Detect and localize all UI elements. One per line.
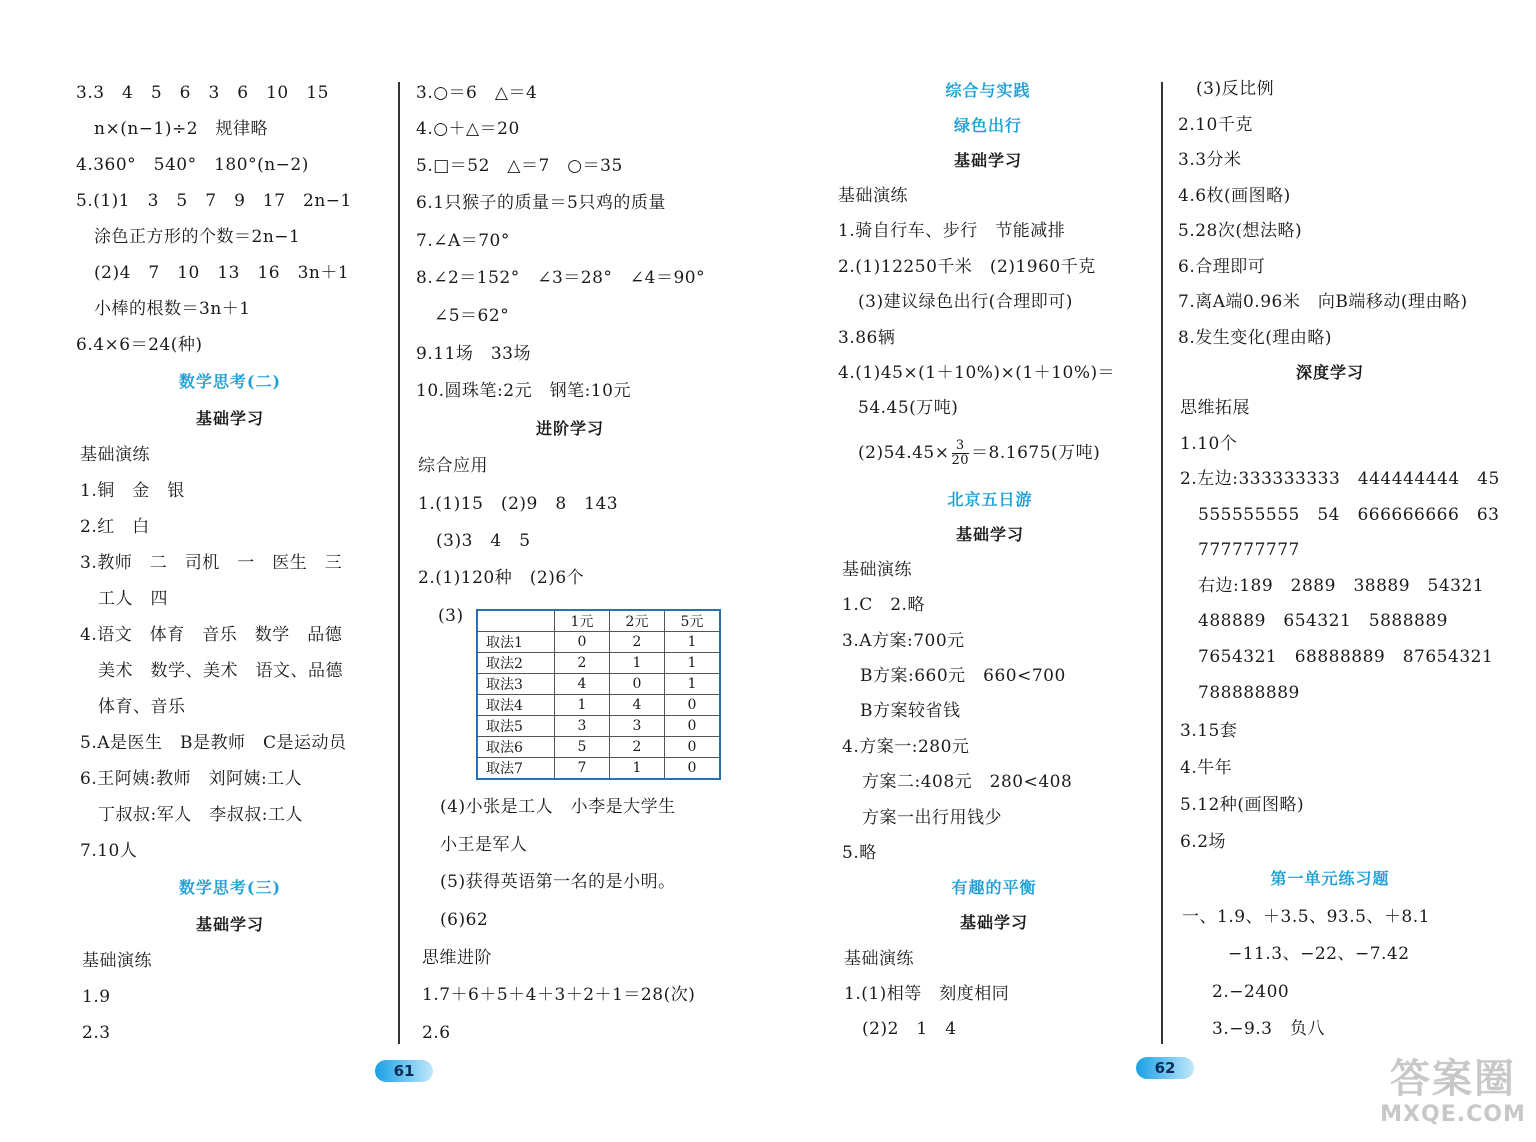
answer-line: 7.离A端0.96米 向B端移动(理由略) [1178, 292, 1468, 312]
answer-line: 1.10个 [1180, 434, 1238, 454]
table-row [477, 632, 720, 653]
table-row [477, 674, 720, 695]
table-cell: 4 [555, 674, 610, 695]
answer-line: 2.(1)120种 (2)6个 [418, 568, 585, 588]
answer-line: 3.3分米 [1178, 150, 1242, 170]
section-title: 有趣的平衡 [951, 878, 1037, 897]
answer-line: 5.A是医生 B是教师 C是运动员 [80, 733, 347, 753]
answer-line: 2.−2400 [1212, 982, 1290, 1002]
answer-line: 1.骑自行车、步行 节能减排 [838, 221, 1066, 241]
answer-line: 2.红 白 [80, 517, 150, 537]
table-cell: 取法5 [477, 716, 555, 737]
table-row [477, 758, 720, 780]
answer-line: 体育、音乐 [98, 697, 186, 717]
answer-line: 4.方案一:280元 [842, 737, 970, 757]
answer-line: B方案较省钱 [860, 701, 961, 721]
answer-line: 6.1只猴子的质量＝5只鸡的质量 [416, 193, 666, 213]
answer-line: 一、1.9、＋3.5、93.5、＋8.1 [1182, 907, 1430, 927]
table-header-row [477, 610, 720, 632]
section-title: 深度学习 [1295, 363, 1364, 382]
section-label: 基础演练 [82, 951, 152, 971]
table-cell: 1 [665, 653, 721, 674]
section-title: 北京五日游 [947, 490, 1033, 509]
table-cell: 3 [555, 716, 610, 737]
answer-line: 1.(1)相等 刻度相同 [844, 984, 1010, 1004]
answer-line [858, 436, 1100, 470]
answer-line: (2)2 1 4 [862, 1019, 957, 1039]
section-subtitle: 基础学习 [195, 915, 264, 934]
table-header-cell [477, 610, 555, 632]
table-cell: 1 [665, 674, 721, 695]
answer-line: (3)建议绿色出行(合理即可) [858, 292, 1073, 312]
answer-line: 6.2场 [1180, 832, 1227, 852]
answer-line: 1.C 2.略 [842, 595, 925, 615]
formula-text: (2)54.45× [858, 443, 950, 463]
answer-line: (3)3 4 5 [436, 531, 531, 551]
answer-line: 3.A方案:700元 [842, 631, 965, 651]
table-cell: 2 [610, 632, 665, 653]
answer-line: 4.牛年 [1180, 758, 1233, 778]
section-subtitle: 基础学习 [953, 151, 1022, 170]
table-cell: 5 [555, 737, 610, 758]
answer-line: 3.86辆 [838, 328, 896, 348]
answer-line: 小王是军人 [440, 835, 528, 855]
section-label: 基础演练 [80, 445, 150, 465]
answer-line: 8.发生变化(理由略) [1178, 328, 1332, 348]
section-title: 绿色出行 [953, 116, 1022, 135]
table-cell: 取法3 [477, 674, 555, 695]
answer-line: 555555555 54 666666666 63 [1198, 505, 1500, 525]
table-cell: 0 [665, 758, 721, 780]
section-title: 综合与实践 [945, 81, 1031, 100]
answer-line: B方案:660元 660<700 [860, 666, 1066, 686]
section-label: 基础演练 [842, 560, 912, 580]
table-cell: 1 [610, 653, 665, 674]
answer-line: 3.−9.3 负八 [1212, 1019, 1325, 1039]
answer-line: 2.3 [82, 1023, 111, 1043]
answer-line: 5.12种(画图略) [1180, 795, 1305, 815]
answer-line: (6)62 [440, 910, 489, 930]
fraction [952, 439, 970, 468]
table-cell: 取法1 [477, 632, 555, 653]
section-label: 基础演练 [838, 186, 908, 206]
answer-line: 4.360° 540° 180°(n−2) [76, 155, 309, 175]
column-divider-2 [1161, 82, 1163, 1044]
formula-text: ＝8.1675(万吨) [971, 443, 1101, 463]
answer-line: (2)4 7 10 13 16 3n＋1 [94, 263, 350, 283]
table-cell: 0 [610, 674, 665, 695]
table-cell: 0 [665, 737, 721, 758]
answer-line: 2.左边:333333333 444444444 45 [1180, 469, 1500, 489]
answer-line: 方案二:408元 280<408 [862, 772, 1073, 792]
section-label: 基础演练 [844, 949, 914, 969]
section-subtitle: 基础学习 [959, 913, 1028, 932]
table-cell: 0 [665, 695, 721, 716]
table-row [477, 695, 720, 716]
table-cell: 0 [665, 716, 721, 737]
answer-line: 3.教师 二 司机 一 医生 三 [80, 553, 343, 573]
answer-line: (3) [438, 606, 464, 626]
answer-line: 7.∠A＝70° [416, 231, 510, 251]
answer-line: 5.略 [842, 843, 877, 863]
table-cell: 1 [665, 632, 721, 653]
answer-line: 10.圆珠笔:2元 钢笔:10元 [416, 381, 631, 401]
answer-line: 美术 数学、美术 语文、品德 [98, 661, 343, 681]
answer-line: (5)获得英语第一名的是小明。 [440, 872, 676, 892]
table-cell: 4 [610, 695, 665, 716]
answer-line: 丁叔叔:军人 李叔叔:工人 [98, 805, 303, 825]
answer-line: 4.语文 体育 音乐 数学 品德 [80, 625, 343, 645]
watermark-url: MXQE.COM [1380, 1102, 1526, 1127]
answer-line: 1.9 [82, 987, 111, 1007]
table-cell: 3 [610, 716, 665, 737]
table-cell: 2 [555, 653, 610, 674]
table-cell: 2 [610, 737, 665, 758]
options-table [476, 609, 721, 780]
table-cell: 0 [555, 632, 610, 653]
table-header-cell: 5元 [665, 610, 721, 632]
answer-line: 4.○＋△＝20 [416, 119, 520, 139]
column-divider-1 [398, 82, 400, 1044]
answer-line: 2.6 [422, 1023, 451, 1043]
answer-line: (3)反比例 [1196, 79, 1275, 99]
answer-line: 3.15套 [1180, 721, 1238, 741]
answer-line: 右边:189 2889 38889 54321 [1198, 576, 1485, 596]
page-number-left: 61 [375, 1060, 433, 1082]
answer-line: 7654321 68888889 87654321 [1198, 647, 1494, 667]
table-cell: 取法6 [477, 737, 555, 758]
answer-line: (4)小张是工人 小李是大学生 [440, 797, 676, 817]
table-row [477, 653, 720, 674]
section-title: 第一单元练习题 [1270, 869, 1390, 888]
answer-line: 方案一出行用钱少 [862, 808, 1002, 828]
answer-line: 777777777 [1198, 540, 1300, 560]
table-cell: 7 [555, 758, 610, 780]
answer-line: 1.(1)15 (2)9 8 143 [418, 494, 619, 514]
section-label: 思维进阶 [422, 948, 492, 968]
answer-line: 4.(1)45×(1＋10%)×(1＋10%)＝ [838, 363, 1116, 383]
answer-line: 1.铜 金 银 [80, 481, 185, 501]
table-cell: 1 [555, 695, 610, 716]
answer-line: 5.□＝52 △＝7 ○＝35 [416, 156, 623, 176]
section-subtitle: 基础学习 [195, 409, 264, 428]
answer-line: 6.合理即可 [1178, 257, 1266, 277]
watermark-text: 答案圈 [1390, 1056, 1516, 1102]
answer-line: 5.28次(想法略) [1178, 221, 1303, 241]
answer-line: 2.10千克 [1178, 115, 1253, 135]
answer-line: 工人 四 [98, 589, 168, 609]
section-subtitle: 基础学习 [955, 525, 1024, 544]
section-title: 进阶学习 [535, 419, 604, 438]
fraction-numerator: 3 [952, 439, 970, 454]
watermark-logo [1378, 1056, 1528, 1136]
page-number-right: 62 [1136, 1057, 1194, 1079]
answer-line: 5.(1)1 3 5 7 9 17 2n−1 [76, 191, 352, 211]
section-label: 思维拓展 [1180, 398, 1250, 418]
answer-line: 2.(1)12250千米 (2)1960千克 [838, 257, 1096, 277]
answer-line: 4.6枚(画图略) [1178, 186, 1291, 206]
answer-line: −11.3、−22、−7.42 [1228, 944, 1410, 964]
fraction-denominator: 20 [951, 453, 970, 468]
section-title: 数学思考(三) [178, 878, 282, 897]
answer-line: 8.∠2＝152° ∠3＝28° ∠4＝90° [416, 268, 706, 288]
answer-line: n×(n−1)÷2 规律略 [94, 119, 269, 139]
table-cell: 取法2 [477, 653, 555, 674]
answer-line: 3.○＝6 △＝4 [416, 83, 538, 103]
answer-line: 7.10人 [80, 841, 138, 861]
answer-line: 788888889 [1198, 683, 1300, 703]
table-header-cell: 1元 [555, 610, 610, 632]
answer-line: 9.11场 33场 [416, 344, 531, 364]
answer-line: 488889 654321 5888889 [1198, 611, 1449, 631]
table-row [477, 737, 720, 758]
answer-line: 3.3 4 5 6 3 6 10 15 [76, 83, 329, 103]
answer-line: 涂色正方形的个数＝2n−1 [94, 227, 301, 247]
section-label: 综合应用 [418, 456, 488, 476]
table-row [477, 716, 720, 737]
answer-line: 1.7＋6＋5＋4＋3＋2＋1＝28(次) [422, 985, 696, 1005]
table-cell: 取法7 [477, 758, 555, 780]
answer-line: ∠5＝62° [434, 306, 510, 326]
answer-line: 54.45(万吨) [858, 398, 959, 418]
section-title: 数学思考(二) [178, 372, 282, 391]
answer-line: 6.王阿姨:教师 刘阿姨:工人 [80, 769, 303, 789]
table-cell: 1 [610, 758, 665, 780]
answer-line: 小棒的根数＝3n＋1 [94, 299, 251, 319]
table-header-cell: 2元 [610, 610, 665, 632]
table-cell: 取法4 [477, 695, 555, 716]
answer-line: 6.4×6＝24(种) [76, 335, 203, 355]
